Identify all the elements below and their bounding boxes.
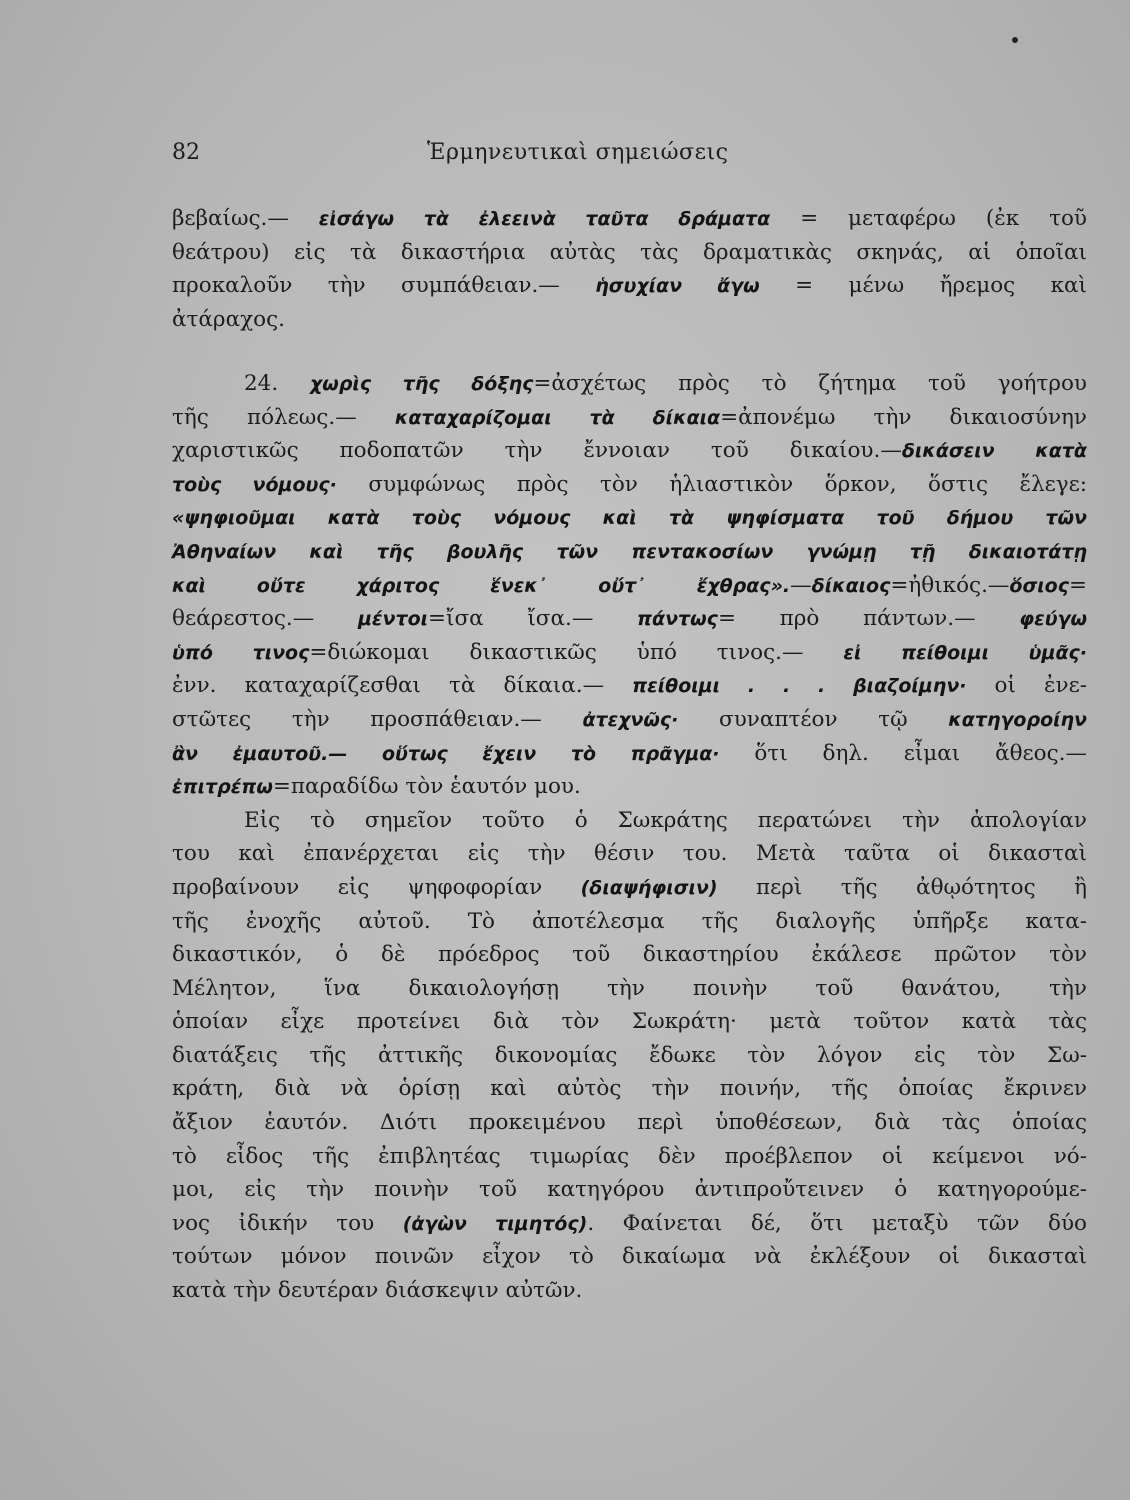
lemma-term: εἰ πείθοιμι ὑμᾶς· (843, 641, 1087, 664)
lemma-term: εἰσάγω τὰ ἐλεεινὰ ταῦτα δράματα (318, 208, 771, 230)
text-line (172, 434, 1087, 468)
text-line (172, 636, 1087, 670)
text-line (172, 1039, 1087, 1073)
text-run: θεάρεστος.— (172, 606, 358, 632)
text-line (172, 401, 1087, 435)
text-line (172, 303, 1087, 337)
text-run: προβαίνουν εἰς ψηφοφορίαν (172, 874, 581, 900)
text-line (172, 1140, 1087, 1174)
text-line (172, 1173, 1087, 1207)
lemma-term: ὑπό τινος (172, 641, 310, 664)
text-line (172, 1005, 1087, 1039)
running-title: Ἑρμηνευτικαὶ σημειώσεις (427, 140, 729, 165)
text-run: ἐνν. καταχαρίζεσθαι τὰ δίκαια.— (172, 673, 633, 699)
text-run: = (1068, 572, 1087, 598)
page-speck (1012, 37, 1018, 43)
text-line (172, 535, 1087, 569)
text-line (172, 1274, 1087, 1308)
lemma-term: χωρὶς τῆς δόξης (310, 373, 534, 395)
text-run: Μέλητον, ἵνα δικαιολογήσῃ τὴν ποινὴν τοῦ θανάτου, τὴν (172, 975, 1087, 1001)
text-line (172, 1240, 1087, 1274)
text-line (172, 1106, 1087, 1140)
lemma-term: «ψηφιοῦμαι κατὰ τοὺς νόμους καὶ τὰ ψηφίσματα τοῦ δήμου τῶν (172, 507, 1087, 530)
lemma-term: μέντοι (357, 608, 429, 631)
text-run: τὸ εἶδος τῆς ἐπιβλητέας τιμωρίας δὲν προέβλεπον οἱ κείμενοι νό- (172, 1143, 1087, 1169)
text-run: κατὰ τὴν δευτέραν διάσκεψιν αὐτῶν. (172, 1278, 583, 1304)
text-run: =παραδίδω τὸν ἑαυτόν μου. (272, 774, 581, 800)
text-run: θεάτρου) εἰς τὰ δικαστήρια αὐτὰς τὰς δραματικὰς σκηνάς, αἱ ὁποῖαι (172, 239, 1087, 265)
lemma-term: τοὺς νόμους· (172, 473, 337, 496)
text-line (172, 602, 1087, 636)
notes-continuation (172, 202, 1087, 336)
text-line (172, 938, 1087, 972)
text-line (172, 1072, 1087, 1106)
text-run: μοι, εἰς τὴν ποινὴν τοῦ κατηγόρου ἀντιπροὔτεινεν ὁ κατηγορούμε- (172, 1177, 1087, 1203)
text-run: κράτη, διὰ νὰ ὁρίσῃ καὶ αὐτὸς τὴν ποινήν, τῆς ὁποίας ἔκρινεν (172, 1076, 1087, 1102)
text-run: = μεταφέρω (ἐκ τοῦ (770, 206, 1087, 231)
text-line (172, 501, 1087, 535)
text-run: τῆς πόλεως.— (172, 404, 395, 430)
text-run: =διώκομαι δικαστικῶς ὑπό τινος.— (309, 639, 844, 665)
lemma-term: κατηγοροίην (948, 708, 1087, 731)
text-run: βεβαίως.— (172, 206, 319, 231)
lemma-term: ὅσιος (1009, 574, 1069, 597)
text-line (172, 770, 1087, 804)
lemma-term: καταχαρίζομαι τὰ δίκαια (394, 406, 721, 429)
text-run: — (790, 572, 812, 598)
text-run: ἀτάραχος. (172, 306, 285, 332)
lemma-term: (ἀγὼν τιμητός) (402, 1212, 588, 1235)
text-run: συναπτέον τῷ (678, 706, 949, 732)
lemma-term: ἀτεχνῶς· (582, 708, 679, 731)
text-line (172, 871, 1087, 905)
text-run: οἱ ἐνε- (966, 673, 1087, 699)
text-line (172, 837, 1087, 871)
text-run: συμφώνως πρὸς τὸν ἡλιαστικὸν ὅρκον, ὅστις ἔλεγε: (336, 471, 1087, 497)
text-run: δικαστικόν, ὁ δὲ πρόεδρος τοῦ δικαστηρίου ἐκάλεσε πρῶτον τὸν (172, 942, 1087, 968)
text-line (172, 905, 1087, 939)
lemma-term: φεύγω (1019, 608, 1087, 631)
page-header (172, 140, 972, 172)
text-run: . Φαίνεται δέ, ὅτι μεταξὺ τῶν δύο (587, 1210, 1087, 1236)
text-run: του καὶ ἐπανέρχεται εἰς τὴν θέσιν του. Μετὰ ταῦτα οἱ δικασταὶ (172, 841, 1087, 867)
lemma-term: πείθοιμι . . . βιαζοίμην· (632, 675, 967, 698)
text-line (172, 703, 1087, 737)
text-run: στῶτες τὴν προσπάθειαν.— (172, 706, 583, 732)
text-run: =ἀσχέτως πρὸς τὸ ζήτημα τοῦ γοήτρου (533, 371, 1087, 396)
text-run: τούτων μόνον ποινῶν εἶχον τὸ δικαίωμα νὰ ἐκλέξουν οἱ δικασταὶ (172, 1244, 1087, 1270)
text-run: ἄξιον ἑαυτόν. Διότι προκειμένου περὶ ὑποθέσεων, διὰ τὰς ὁποίας (172, 1110, 1087, 1136)
lemma-term: (διαψήφισιν) (580, 876, 718, 899)
text-run: τῆς ἐνοχῆς αὐτοῦ. Τὸ ἀποτέλεσμα τῆς διαλογῆς ὑπῆρξε κατα- (172, 908, 1087, 934)
text-line (172, 804, 1087, 838)
text-line (172, 569, 1087, 603)
text-run: =ἴσα ἴσα.— (428, 606, 638, 632)
text-line (172, 367, 1087, 401)
note-24 (172, 367, 1087, 1308)
text-line (172, 972, 1087, 1006)
text-line (172, 1207, 1087, 1241)
text-line (172, 737, 1087, 771)
text-run: = μένω ἤρεμος καὶ (759, 273, 1087, 299)
text-run: νος ἰδικήν του (172, 1210, 403, 1236)
lemma-term: δίκαιος (811, 574, 891, 597)
lemma-term: ἐπιτρέπω (172, 776, 273, 799)
text-line (172, 236, 1087, 270)
text-run: ὁποίαν εἶχε προτείνει διὰ τὸν Σωκράτη· μετὰ τοῦτον κατὰ τὰς (172, 1009, 1087, 1035)
text-run: = πρὸ πάντων.— (717, 606, 1020, 632)
text-run: περὶ τῆς ἀθῳότητος ἢ (717, 874, 1087, 900)
text-line (172, 269, 1087, 303)
text-run: χαριστικῶς ποδοπατῶν τὴν ἔννοιαν τοῦ δικαίου.— (172, 438, 902, 464)
lemma-term: καὶ οὔτε χάριτος ἕνεκ᾽ οὔτ᾽ ἔχθρας». (172, 574, 791, 597)
lemma-term: ἡσυχίαν ἄγω (595, 275, 760, 298)
text-line (172, 669, 1087, 703)
text-line (172, 202, 1087, 236)
text-run: διατάξεις τῆς ἀττικῆς δικονομίας ἔδωκε τὸν λόγον εἰς τὸν Σω- (172, 1042, 1087, 1068)
text-run: ὅτι δηλ. εἶμαι ἄθεος.— (719, 740, 1087, 766)
lemma-term: δικάσειν κατὰ (901, 440, 1087, 463)
text-line (172, 468, 1087, 502)
text-run: προκαλοῦν τὴν συμπάθειαν.— (172, 273, 596, 299)
text-run: Εἰς τὸ σημεῖον τοῦτο ὁ Σωκράτης περατώνει τὴν ἀπολογίαν (244, 807, 1087, 833)
lemma-term: Ἀθηναίων καὶ τῆς βουλῆς τῶν πεντακοσίων γνώμῃ τῇ δικαιοτάτῃ (172, 540, 1087, 563)
text-run: 24. (244, 371, 311, 396)
page-number: 82 (172, 140, 200, 165)
text-run: =ἀπονέμω τὴν δικαιοσύνην (720, 404, 1088, 430)
text-run: =ἠθικός.— (890, 572, 1010, 598)
lemma-term: πάντως (637, 608, 718, 631)
lemma-term: ἂν ἐμαυτοῦ.— οὕτως ἔχειν τὸ πρᾶγμα· (172, 742, 720, 765)
